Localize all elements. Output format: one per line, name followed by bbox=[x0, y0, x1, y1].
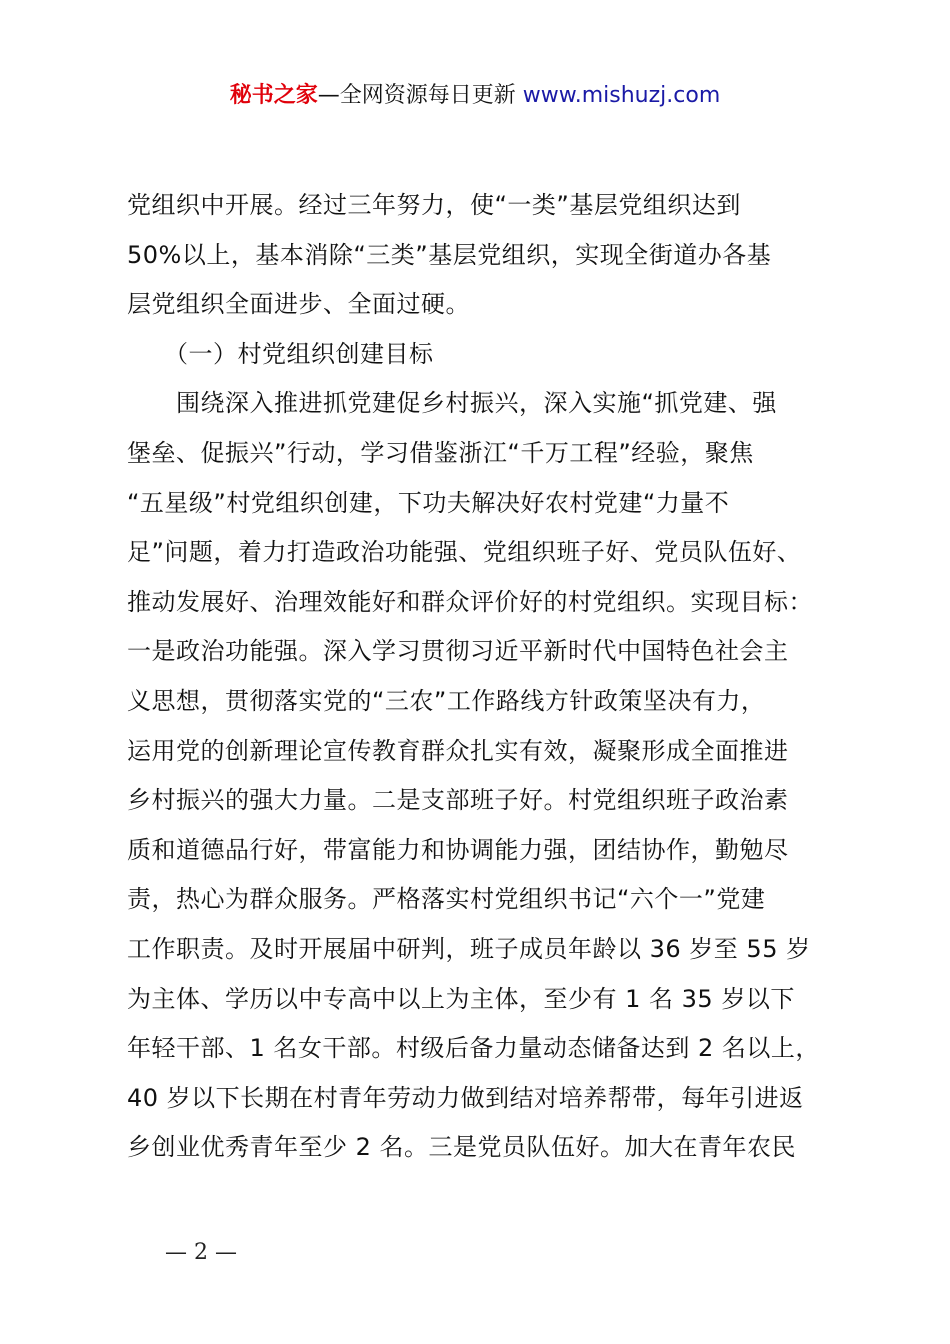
body-line: 围绕深入推进抓党建促乡村振兴，深入实施“抓党建、强 bbox=[127, 389, 777, 418]
body-line: 为主体、学历以中专高中以上为主体，至少有 1 名 35 岁以下 bbox=[127, 984, 795, 1013]
body-line: 运用党的创新理论宣传教育群众扎实有效，凝聚形成全面推进 bbox=[127, 736, 789, 765]
body-line: 年轻干部、1 名女干部。村级后备力量动态储备达到 2 名以上， bbox=[127, 1034, 820, 1063]
body-line: 足”问题，着力打造政治功能强、党组织班子好、党员队伍好、 bbox=[127, 538, 802, 567]
site-url-link[interactable]: www.mishuzj.com bbox=[522, 83, 721, 108]
body-line: 质和道德品行好，带富能力和协调能力强，团结协作，勤勉尽 bbox=[127, 835, 789, 864]
document-body bbox=[127, 181, 847, 1173]
body-line: 堡垒、促振兴”行动，学习借鉴浙江“千万工程”经验，聚焦 bbox=[127, 438, 754, 467]
body-line: 党组织中开展。经过三年努力，使“一类”基层党组织达到 bbox=[127, 191, 741, 219]
body-line: 40 岁以下长期在村青年劳动力做到结对培养帮带，每年引进返 bbox=[127, 1083, 804, 1112]
site-header bbox=[0, 80, 950, 112]
body-line: 50%以上，基本消除“三类”基层党组织，实现全街道办各基 bbox=[127, 240, 772, 269]
body-line: 层党组织全面进步、全面过硬。 bbox=[127, 290, 470, 319]
body-line: 义思想，贯彻落实党的“三农”工作路线方针政策坚决有力， bbox=[127, 686, 766, 715]
brand-name: 秘书之家 bbox=[229, 83, 318, 108]
body-line: 乡村振兴的强大力量。二是支部班子好。村党组织班子政治素 bbox=[127, 786, 789, 815]
body-line: 工作职责。及时开展届中研判，班子成员年龄以 36 岁至 55 岁 bbox=[127, 934, 811, 963]
page-number: — 2 — bbox=[165, 1240, 237, 1265]
body-line: 责，热心为群众服务。严格落实村党组织书记“六个一”党建 bbox=[127, 885, 766, 914]
section-heading: （一）村党组织创建目标 bbox=[127, 339, 434, 368]
body-line: 一是政治功能强。深入学习贯彻习近平新时代中国特色社会主 bbox=[127, 637, 789, 666]
body-line: 推动发展好、治理效能好和群众评价好的村党组织。实现目标： bbox=[127, 587, 813, 616]
body-line: “五星级”村党组织创建，下功夫解决好农村党建“力量不 bbox=[127, 488, 730, 517]
header-slogan: —全网资源每日更新 bbox=[317, 83, 523, 108]
body-line: 乡创业优秀青年至少 2 名。三是党员队伍好。加大在青年农民 bbox=[127, 1133, 797, 1162]
